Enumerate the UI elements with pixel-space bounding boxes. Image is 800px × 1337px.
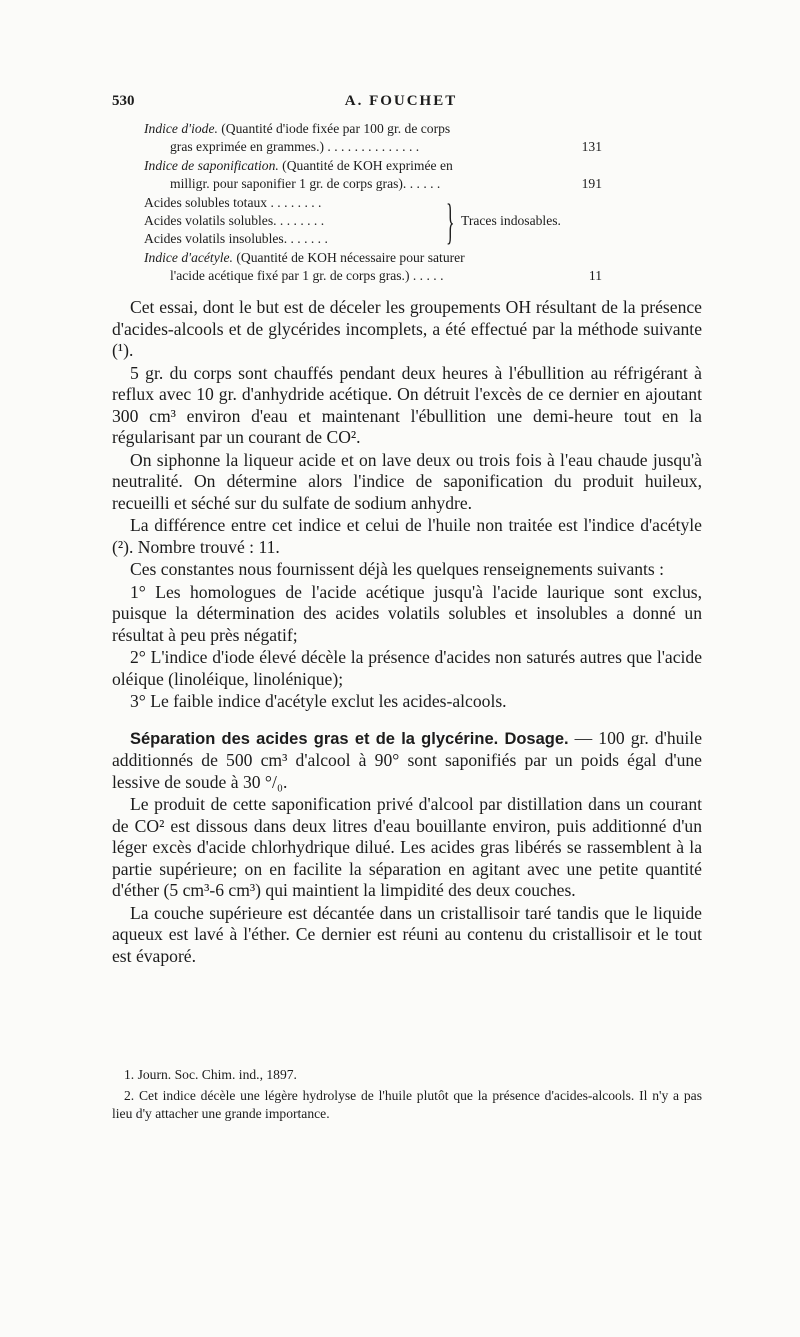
constant-row-cont: [144, 175, 602, 193]
constant-row: [144, 157, 602, 175]
paragraph: 5 gr. du corps sont chauffés pendant deux heures à l'ébullition au réfrigérant à reflux avec 10 gr. d'anhydride acétique. On détruit l'excès de ce dernier en ajoutant 300 cm³ environ d'eau et maintenant l'ébullition une demi-heure tout en la régularisant par un courant de CO².: [112, 362, 702, 447]
footnotes: [112, 1066, 702, 1126]
running-title: A. FOUCHET: [344, 93, 458, 109]
constant-row-cont: [144, 138, 602, 156]
constant-row: [144, 120, 602, 138]
section-paragraph: [112, 728, 702, 794]
brace-glyph: }: [446, 192, 455, 249]
constant-desc-cont: milligr. pour saponifier 1 gr. de corps gras). . . . . .: [170, 176, 441, 192]
footnote: 2. Cet indice décèle une légère hydrolyse de l'huile plutôt que la présence d'acides-alcools. Il n'y a pas lieu d'y attacher une grande importance.: [112, 1088, 702, 1121]
list-item: 2° L'indice d'iode élevé décèle la présence d'acides non saturés autres que l'acide oléique (linoléique, linolénique);: [112, 647, 702, 689]
constant-name: Indice de saponification.: [144, 157, 279, 173]
footnote: 1. Journ. Soc. Chim. ind., 1897.: [124, 1067, 297, 1082]
paragraph: Le produit de cette saponification privé d'alcool par distillation dans un courant de CO² est dissous dans deux litres d'eau bouillante environ, puis additionné d'un léger excès d'acide chlorhydrique dilué. Les acides gras libérés se rassemblent à la partie supérieure; on en facilite la séparation en agitant avec une petite quantité d'éther (5 cm³-6 cm³) qui maintient la limpidité des deux couches.: [112, 794, 702, 900]
paragraph: On siphonne la liqueur acide et on lave deux ou trois fois à l'eau chaude jusqu'à neutralité. On détermine alors l'indice de saponification du produit huileux, recueilli et séché sur du sulfate de sodium anhydre.: [112, 449, 702, 513]
constant-value: 191: [581, 176, 602, 192]
paragraph: Ces constantes nous fournissent déjà les quelques renseignements suivants :: [130, 559, 665, 579]
constant-name: Indice d'iode.: [144, 121, 218, 136]
volatile-value: Traces indosables.: [461, 212, 561, 228]
constant-desc-cont: l'acide acétique fixé par 1 gr. de corps gras.) . . . . .: [170, 268, 444, 284]
list-item: 1° Les homologues de l'acide acétique jusqu'à l'acide laurique sont exclus, puisque la détermination des acides volatils solubles et insolubles a donné un résultat à peu près négatif;: [112, 581, 702, 645]
paragraph: La couche supérieure est décantée dans un cristallisoir taré tandis que le liquide aqueux est lavé à l'éther. Ce dernier est réuni au contenu du cristallisoir et le tout est évaporé.: [112, 902, 702, 966]
constant-name: Indice d'acétyle.: [144, 249, 233, 265]
body-text: [112, 297, 702, 968]
section-spacer: [112, 714, 702, 728]
paragraph: Cet essai, dont le but est de déceler les groupements OH résultant de la présence d'acides-alcools et de glycérides incomplets, a été effectué par la méthode suivante (¹).: [112, 297, 702, 360]
constant-desc: (Quantité de KOH exprimée en: [278, 157, 453, 173]
constant-value: 11: [588, 268, 602, 284]
section-heading-text: — 100 gr. d'huile additionnés de 500 cm³ d'alcool à 90° sont saponifiés par un poids égal d'une lessive de soude à 30 °/₀.: [112, 727, 703, 792]
volatile-row: Acides volatils solubles. . . . . . . .: [144, 213, 325, 229]
constant-desc: (Quantité de KOH nécessaire pour saturer: [232, 249, 465, 265]
page-number: 530: [112, 93, 135, 109]
volatile-acids-group: [144, 194, 602, 249]
volatile-row: Acides volatils insolubles. . . . . . .: [144, 231, 328, 247]
volatile-row: Acides solubles totaux . . . . . . . .: [144, 194, 322, 210]
page-header: [112, 93, 690, 113]
constant-value: 131: [581, 139, 602, 155]
list-item: 3° Le faible indice d'acétyle exclut les acides-alcools.: [130, 691, 507, 711]
section-heading: Séparation des acides gras et de la glycérine. Dosage.: [130, 729, 569, 748]
constants-table: [144, 120, 602, 286]
constant-row-cont: [144, 267, 602, 285]
constant-desc-cont: gras exprimée en grammes.) . . . . . . . . . . . . . .: [170, 139, 420, 155]
constant-row: [144, 249, 602, 267]
constant-desc: (Quantité d'iode fixée par 100 gr. de corps: [217, 121, 451, 136]
paragraph: La différence entre cet indice et celui de l'huile non traitée est l'indice d'acétyle (²). Nombre trouvé : 11.: [112, 515, 702, 557]
